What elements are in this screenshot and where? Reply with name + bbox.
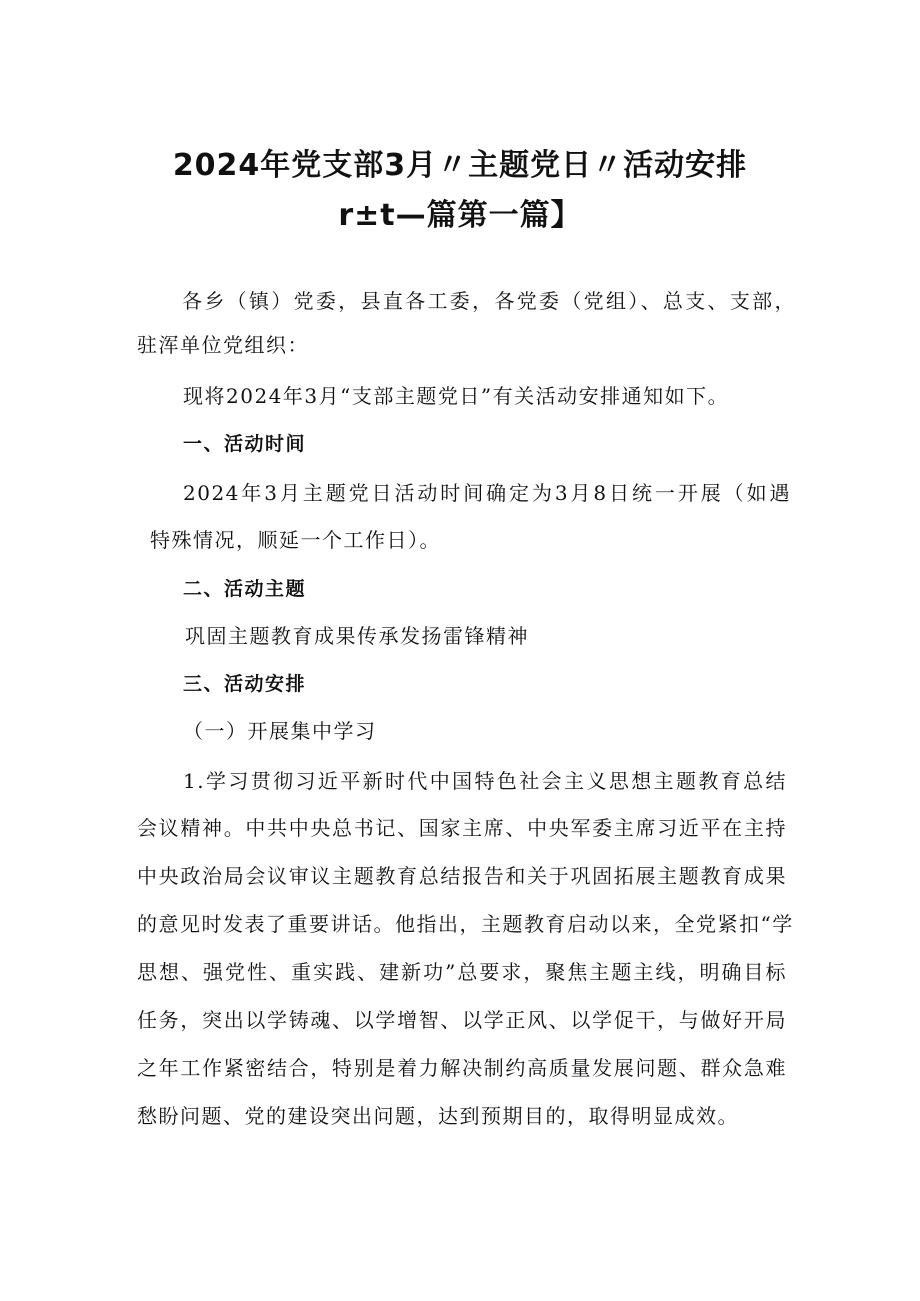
intro-paragraph: 现将2024年3月“支部主题党日”有关活动安排通知如下。 xyxy=(183,384,730,408)
paragraph-line-4: 的意见时发表了重要讲话。他指出，主题教育启动以来，全党紧扣“学 xyxy=(137,912,794,936)
paragraph-line-7: 之年工作紧密结合，特别是着力解决制约高质量发展问题、群众急难 xyxy=(137,1056,787,1080)
paragraph-line-5: 思想、强党性、重实践、建新功”总要求，聚焦主题主线，明确目标 xyxy=(137,960,787,984)
salutation-line-2: 驻浑单位党组织： xyxy=(137,333,309,357)
section-3-subheading: （一）开展集中学习 xyxy=(183,719,377,743)
document-subtitle: r±t—篇第一篇】 xyxy=(338,198,582,233)
section-2-heading: 二、活动主题 xyxy=(183,578,307,600)
paragraph-line-6: 任务，突出以学铸魂、以学增智、以学正风、以学促干，与做好开局 xyxy=(137,1008,787,1032)
section-1-heading: 一、活动时间 xyxy=(183,433,307,455)
paragraph-line-1: 1.学习贯彻习近平新时代中国特色社会主义思想主题教育总结 xyxy=(183,769,787,793)
section-2-text: 巩固主题教育成果传承发扬雷锋精神 xyxy=(185,624,529,648)
paragraph-line-3: 中央政治局会议审议主题教育总结报告和关于巩固拓展主题教育成果 xyxy=(137,864,787,888)
paragraph-line-8: 愁盼问题、党的建设突出问题，达到预期目的，取得明显成效。 xyxy=(137,1104,739,1128)
section-3-heading: 三、活动安排 xyxy=(183,673,307,695)
section-1-line-2: 特殊情况，顺延一个工作日）。 xyxy=(150,528,441,552)
section-1-line-1: 2024年3月主题党日活动时间确定为3月8日统一开展（如遇 xyxy=(183,481,791,505)
salutation-line-1: 各乡（镇）党委，县直各工委，各党委（党组）、总支、支部， xyxy=(182,289,796,313)
document-title: 2024年党支部3月〃主题党日〃活动安排 xyxy=(172,148,748,183)
paragraph-line-2: 会议精神。中共中央总书记、国家主席、中央军委主席习近平在主持 xyxy=(137,816,787,840)
